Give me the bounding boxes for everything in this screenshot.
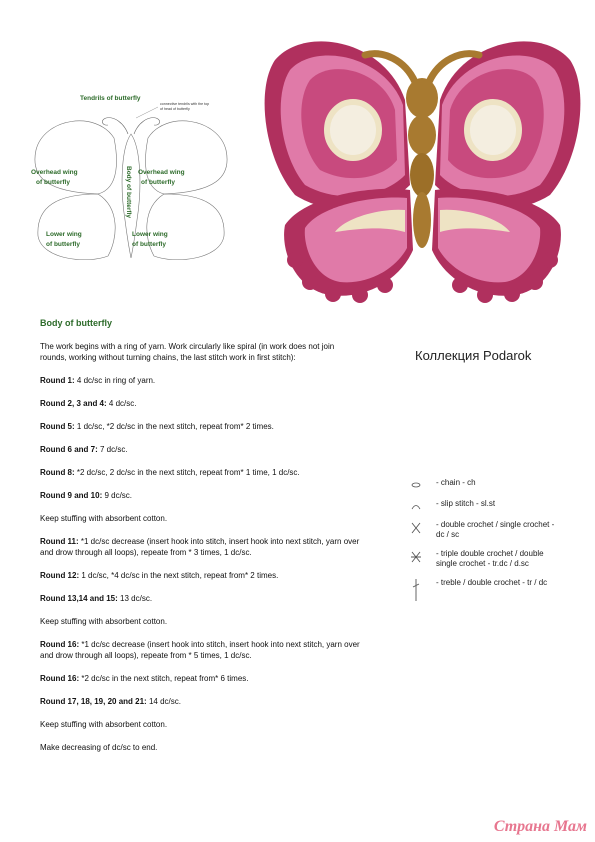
section-title: Body of butterfly [40, 318, 112, 328]
chain-symbol-icon [408, 478, 428, 496]
round-text: Keep stuffing with absorbent cotton. [40, 720, 168, 729]
round-line [40, 616, 360, 627]
round-label: Round 5: [40, 422, 75, 431]
lower-wing-left-label-line2: of butterfly [46, 241, 80, 248]
round-line [40, 742, 360, 753]
round-label: Round 16: [40, 674, 80, 683]
round-label: Round 9 and 10: [40, 491, 103, 500]
left-upper-wing-eye [327, 102, 379, 158]
round-text: Keep stuffing with absorbent cotton. [40, 514, 168, 523]
round-line [40, 421, 360, 432]
round-line [40, 639, 360, 661]
round-text: *2 dc/sc, 2 dc/sc in the next stitch, repeat from* 1 time, 1 dc/sc. [74, 468, 300, 477]
body-label: Body of butterfly [125, 166, 132, 218]
round-text: *1 dc/sc decrease (insert hook into stitch, insert hook into next stitch, yarn over and drow through all loops), repeate from * 3 times, 1 dc/sc. [40, 537, 360, 557]
round-label: Round 2, 3 and 4: [40, 399, 107, 408]
round-line [40, 593, 360, 604]
round-text: 4 dc/sc in ring of yarn. [74, 376, 156, 385]
round-text: 13 dc/sc. [117, 594, 153, 603]
round-text: 7 dc/sc. [97, 445, 128, 454]
legend-text: - double crochet / single crochet - dc / sc [436, 520, 555, 539]
round-line [40, 490, 360, 501]
butterfly-head [406, 78, 438, 118]
round-label: Round 16: [40, 640, 80, 649]
legend-text: - treble / double crochet - tr / dc [436, 578, 548, 587]
watermark-logo: Страна Мам [493, 818, 587, 835]
legend-item-slip-stitch [408, 499, 558, 511]
round-label: Round 8: [40, 468, 75, 477]
legend-item-double-crochet [408, 578, 558, 590]
stitch-legend [408, 478, 558, 599]
butterfly-body [413, 192, 431, 248]
overhead-wing-left-label-line1: Overhead wing [31, 169, 78, 176]
tendrils-note-line2: of head of butterfly [160, 107, 190, 111]
right-lower-wing-outline [147, 194, 224, 260]
round-label: Round 12: [40, 571, 80, 580]
tendrils-label: Tendrils of butterfly [80, 95, 141, 102]
round-label: Round 13,14 and 15: [40, 594, 118, 603]
round-line [40, 696, 360, 707]
left-tendril-outline [102, 118, 128, 134]
single-crochet-symbol-icon [408, 520, 428, 538]
slip-stitch-symbol-icon [408, 499, 428, 517]
double-single-crochet-symbol-icon [408, 549, 428, 567]
lower-wing-right-label-line2: of butterfly [132, 241, 166, 248]
overhead-wing-right-label-line1: Overhead wing [138, 169, 185, 176]
crochet-butterfly-photo [255, 20, 590, 320]
legend-item-chain [408, 478, 558, 490]
collection-label: Коллекция Podarok [415, 348, 532, 363]
round-label: Round 11: [40, 537, 79, 546]
round-line [40, 513, 360, 524]
round-text: Keep stuffing with absorbent cotton. [40, 617, 168, 626]
tendrils-pointer [136, 107, 158, 118]
instructions [40, 318, 360, 765]
round-text: *1 dc/sc decrease (insert hook into stitch, insert hook into next stitch, yarn over and drow through all loops), repeate from * 5 times, 1 dc/sc. [40, 640, 360, 660]
left-lower-wing-outline [38, 194, 115, 260]
round-label: Round 17, 18, 19, 20 and 21: [40, 697, 147, 706]
tendrils-note-line1: connective tendrils with the top [160, 102, 210, 106]
legend-text: - chain - ch [436, 478, 476, 487]
legend-text: - triple double crochet / double single crochet - tr.dc / d.sc [436, 549, 544, 568]
round-label: Round 6 and 7: [40, 445, 98, 454]
round-line [40, 570, 360, 581]
intro-paragraph: The work begins with a ring of yarn. Work circularly like spiral (in work does not join rounds, working without turning chains, the last stitch work in first stitch): [40, 342, 335, 362]
round-text: 1 dc/sc, *2 dc/sc in the next stitch, repeat from* 2 times. [74, 422, 274, 431]
lower-wing-left-label-line1: Lower wing [46, 231, 82, 238]
right-upper-wing-eye [467, 102, 519, 158]
round-text: 1 dc/sc, *4 dc/sc in the next stitch, repeat from* 2 times. [79, 571, 279, 580]
round-text: 14 dc/sc. [146, 697, 181, 706]
wing-diagram [28, 88, 238, 270]
round-text: *2 dc/sc in the next stitch, repeat from* 6 times. [79, 674, 249, 683]
overhead-wing-right-label-line2: of butterfly [141, 179, 175, 186]
round-label: Round 1: [40, 376, 75, 385]
double-crochet-symbol-icon [408, 578, 428, 602]
round-text: 9 dc/sc. [102, 491, 133, 500]
legend-item-single-crochet [408, 520, 558, 540]
round-line [40, 719, 360, 730]
overhead-wing-left-label-line2: of butterfly [36, 179, 70, 186]
round-text: Make decreasing of dc/sc to end. [40, 743, 158, 752]
round-line [40, 375, 360, 386]
round-line [40, 673, 360, 684]
legend-text: - slip stitch - sl.st [436, 499, 496, 508]
round-line [40, 444, 360, 455]
legend-item-double-single-crochet [408, 549, 558, 569]
round-line [40, 467, 360, 478]
round-text: 4 dc/sc. [106, 399, 137, 408]
right-tendril-outline [134, 118, 160, 134]
lower-wing-right-label-line1: Lower wing [132, 231, 168, 238]
round-line [40, 536, 360, 558]
round-line [40, 398, 360, 409]
